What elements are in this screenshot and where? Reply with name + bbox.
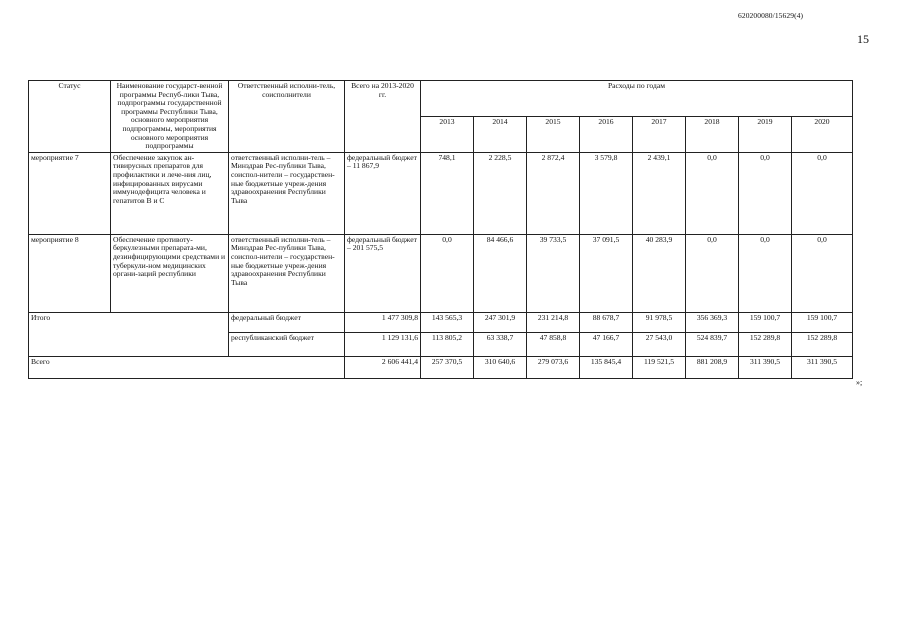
row-total: федеральный бюджет – 11 867,9 (345, 152, 421, 234)
row-name: Обеспечение закупок ан-тивирусных препаратов для профилактики и лече-ния лиц, инфицированных вирусами иммунодефицита человека и гепатитов В и С (111, 152, 229, 234)
row-value: 356 369,3 (686, 312, 739, 332)
row-responsible: ответственный исполни-тель – Минздрав Рес-публики Тыва, соиспол-нители – государствен-ные бюджетные учреж-дения здравоохранения Республики Тыва (229, 152, 345, 234)
row-name: Обеспечение противоту-беркулезными препарата-ми, дезинфицирующими средствами и туберкули-ном медицинских органи-заций республики (111, 234, 229, 312)
row-value: 159 100,7 (792, 312, 853, 332)
row-responsible: ответственный исполни-тель – Минздрав Рес-публики Тыва, соиспол-нители – государствен-ные бюджетные учреж-дения здравоохранения Республики Тыва (229, 234, 345, 312)
header-year: 2016 (580, 116, 633, 152)
row-vsego-label: Всего (29, 356, 345, 378)
row-total: 1 129 131,6 (345, 332, 421, 356)
row-value: 311 390,5 (792, 356, 853, 378)
table-row (29, 312, 853, 332)
header-year: 2014 (474, 116, 527, 152)
header-year: 2015 (527, 116, 580, 152)
header-expenses: Расходы по годам (421, 81, 853, 117)
row-value: 143 565,3 (421, 312, 474, 332)
row-value: 37 091,5 (580, 234, 633, 312)
row-total: 1 477 309,8 (345, 312, 421, 332)
table-row (29, 356, 853, 378)
header-year: 2018 (686, 116, 739, 152)
header-year: 2020 (792, 116, 853, 152)
row-value: 40 283,9 (633, 234, 686, 312)
header-responsible: Ответственный исполни-тель, соисполнители (229, 81, 345, 153)
table-row (29, 234, 853, 312)
row-total: федеральный бюджет – 201 575,5 (345, 234, 421, 312)
row-value: 0,0 (739, 234, 792, 312)
row-value: 0,0 (686, 152, 739, 234)
row-value: 84 466,6 (474, 234, 527, 312)
header-name: Наименование государст-венной программы Респуб-лики Тыва, подпрограммы государственной программы Республики Тыва, основного мероприятия подпрограммы, мероприятия основного мероприятия подпрограммы (111, 81, 229, 153)
row-value: 39 733,5 (527, 234, 580, 312)
row-value: 3 579,8 (580, 152, 633, 234)
row-value: 2 439,1 (633, 152, 686, 234)
row-value: 2 872,4 (527, 152, 580, 234)
header-status: Статус (29, 81, 111, 153)
row-value: 91 978,5 (633, 312, 686, 332)
row-value: 159 100,7 (739, 312, 792, 332)
row-value: 247 301,9 (474, 312, 527, 332)
header-total: Всего на 2013-2020 гг. (345, 81, 421, 153)
document-number: 620200080/15629(4) (738, 11, 804, 20)
header-year: 2017 (633, 116, 686, 152)
row-value: 63 338,7 (474, 332, 527, 356)
row-value: 88 678,7 (580, 312, 633, 332)
row-value: 152 289,8 (739, 332, 792, 356)
table-row (29, 152, 853, 234)
row-value: 119 521,5 (633, 356, 686, 378)
row-status: мероприятие 7 (29, 152, 111, 234)
row-status: мероприятие 8 (29, 234, 111, 312)
row-value: 257 370,5 (421, 356, 474, 378)
row-value: 524 839,7 (686, 332, 739, 356)
row-value: 310 640,6 (474, 356, 527, 378)
row-value: 0,0 (421, 234, 474, 312)
row-value: 231 214,8 (527, 312, 580, 332)
row-value: 0,0 (792, 234, 853, 312)
budget-table (28, 80, 853, 379)
header-year: 2013 (421, 116, 474, 152)
closing-quote-mark: »; (856, 378, 863, 387)
page-number: 15 (857, 32, 869, 46)
row-total: 2 606 441,4 (345, 356, 421, 378)
row-value: 47 858,8 (527, 332, 580, 356)
row-value: 152 289,8 (792, 332, 853, 356)
row-value: 311 390,5 (739, 356, 792, 378)
row-value: 47 166,7 (580, 332, 633, 356)
row-value: 27 543,0 (633, 332, 686, 356)
row-value: 748,1 (421, 152, 474, 234)
row-value: 0,0 (686, 234, 739, 312)
row-value: 135 845,4 (580, 356, 633, 378)
header-year: 2019 (739, 116, 792, 152)
row-itogo-label: Итого (29, 312, 229, 356)
row-value: 2 228,5 (474, 152, 527, 234)
row-value: 0,0 (739, 152, 792, 234)
row-value: 113 805,2 (421, 332, 474, 356)
row-value: 0,0 (792, 152, 853, 234)
header-row (29, 81, 853, 117)
row-value: 279 073,6 (527, 356, 580, 378)
row-budget-label: федеральный бюджет (229, 312, 345, 332)
row-budget-label: республиканский бюджет (229, 332, 345, 356)
row-value: 881 208,9 (686, 356, 739, 378)
